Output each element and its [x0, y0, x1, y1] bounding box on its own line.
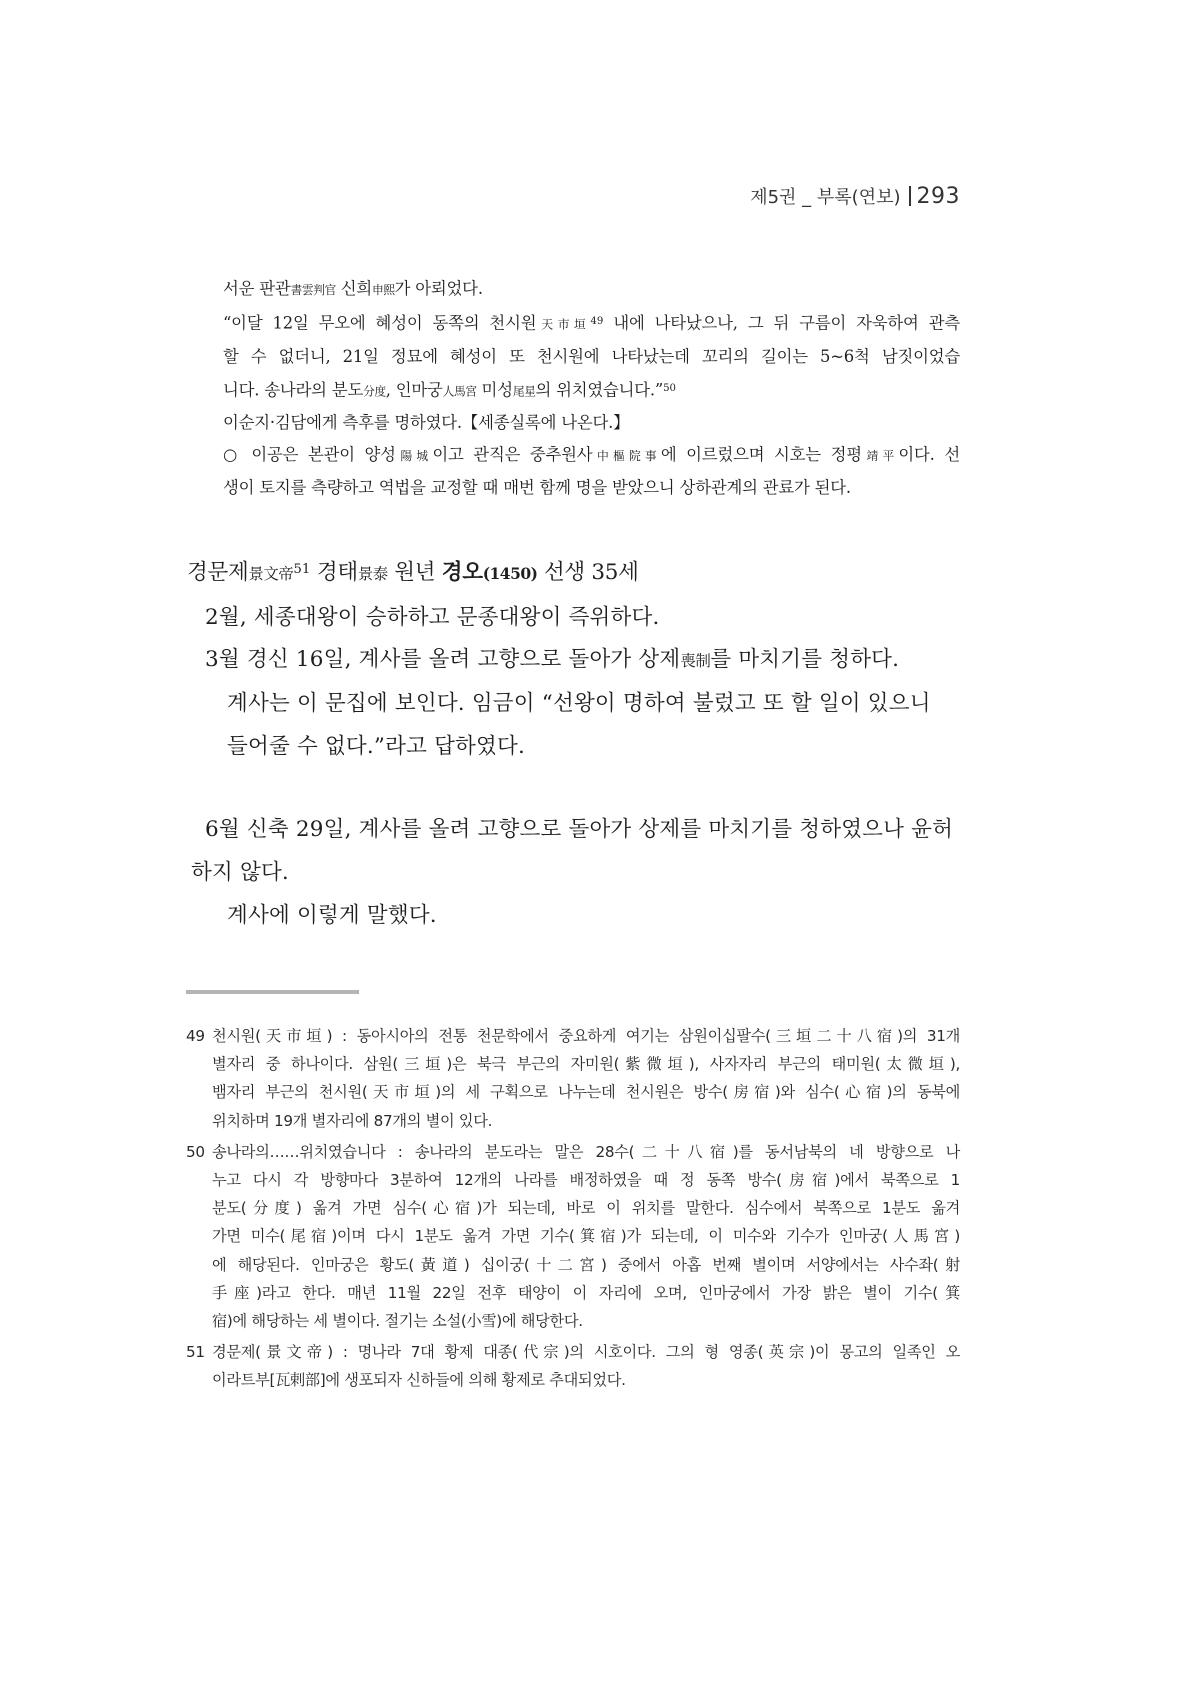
quote-line-3: 할 수 없더니, 21일 정묘에 혜성이 또 천시원에 나타났는데 꼬리의 길이는 5~6척 남짓이었습 [223, 346, 960, 366]
hanja-gloss: 分度 [363, 384, 386, 399]
footnote-line: 송나라의……위치였습니다 : 송나라의 분도라는 말은 28수(二十八宿)를 동서남북의 네 방향으로 나 [212, 1142, 960, 1161]
text-segment: ○ 이공은 본관이 양성 [223, 445, 396, 465]
hanja-gloss: 景文帝 [248, 565, 294, 583]
entry-line-3: 계사는 이 문집에 보인다. 임금이 “선왕이 명하여 불렀고 또 할 일이 있으니 [227, 691, 931, 716]
footnote-49 [186, 1022, 960, 1135]
text-segment: 의 위치였습니다.” [535, 380, 664, 400]
text-segment: 를 마치기를 청하다. [710, 647, 900, 672]
text-segment: , 인마궁 [385, 380, 443, 400]
running-header [0, 183, 960, 209]
footnote-line: 가면 미수(尾宿)이며 다시 1분도 옮겨 가면 기수(箕宿)가 되는데, 이 미수와 기수가 인마궁(人馬宮) [212, 1227, 960, 1246]
text-segment: 서운 판관 [223, 279, 291, 298]
quoted-record [223, 273, 960, 504]
text-segment: 에 이르렀으며 시호는 정평 [660, 445, 862, 465]
year-number: (1450) [482, 564, 538, 583]
text-segment: 3월 경신 16일, 계사를 올려 고향으로 돌아가 상제 [205, 647, 681, 672]
quote-line-5: 이순지·김담에게 측후를 명하였다.【세종실록에 나온다.】 [223, 413, 630, 433]
footnote-divider [186, 990, 359, 994]
hanja-gloss: 書雲判官 [290, 283, 336, 297]
footnote-line: 천시원(天市垣) : 동아시아의 전통 천문학에서 중요하게 여기는 삼원이십팔수(三垣二十八宿)의 31개 [212, 1027, 960, 1045]
quote-line-4 [223, 373, 960, 408]
footnote-line: 누고 다시 각 방향마다 3분하여 12개의 나라를 배정하였을 때 정 동쪽 방수(房宿)에서 북쪽으로 1 [212, 1171, 960, 1190]
footnote-number: 51 [186, 1343, 205, 1362]
footnote-line: 手座)라고 한다. 매년 11월 22일 전후 태양이 이 자리에 오며, 인마궁에서 가장 밝은 별이 기수(箕 [212, 1283, 960, 1302]
hanja-gloss: 人馬宮 [442, 384, 477, 399]
entry-line-1: 2월, 세종대왕이 승하하고 문종대왕이 즉위하다. [205, 605, 660, 630]
footnote-line: 분도(分度) 옮겨 가면 심수(心宿)가 되는데, 바로 이 위치를 말한다. 심수에서 북쪽으로 1분도 옮겨 [212, 1199, 960, 1218]
header-divider [909, 186, 911, 206]
text-segment: 가 아뢰었다. [394, 279, 483, 298]
entry-line-6: 하지 않다. [191, 860, 289, 885]
footnotes [186, 1022, 960, 1398]
entry-line-2 [205, 642, 965, 673]
footnote-51 [186, 1338, 960, 1394]
hanja-gloss: 景泰 [357, 565, 388, 583]
quote-line-1 [223, 273, 960, 306]
year-heading [187, 555, 967, 586]
hanja-gloss: 喪制 [680, 652, 711, 670]
text-segment: 이다. 선 [898, 445, 960, 465]
text-segment: 경문제 [187, 560, 249, 585]
footnote-line: 뱀자리 부근의 천시원(天市垣)의 세 구획으로 나누는데 천시원은 방수(房宿)와 심수(心宿)의 동북에 [212, 1083, 960, 1102]
footnote-50 [186, 1138, 960, 1335]
hanja-gloss: 尾星 [512, 384, 536, 399]
footnote-line: 별자리 중 하나이다. 삼원(三垣)은 북극 부근의 자미원(紫微垣), 사자자리 부근의 태미원(太微垣), [212, 1055, 960, 1074]
quote-line-6 [223, 439, 960, 472]
quote-line-2 [223, 306, 960, 341]
footnote-line: 위치하며 19개 별자리에 87개의 별이 있다. [212, 1111, 493, 1130]
footnote-number: 49 [186, 1027, 205, 1045]
entry-line-4: 들어줄 수 없다.”라고 답하였다. [227, 734, 525, 759]
quote-line-7: 생이 토지를 측량하고 역법을 교정할 때 매번 함께 명을 받았으니 상하관계의 관료가 된다. [223, 478, 851, 498]
hanja-gloss: 靖平 [861, 449, 899, 464]
year-ganji: 경오 [441, 560, 483, 585]
page-number: 293 [916, 184, 960, 209]
entry-line-7: 계사에 이렇게 말했다. [227, 903, 437, 928]
text-segment: 미성 [476, 380, 513, 400]
hanja-gloss: 中樞院事 [592, 449, 661, 464]
text-segment: “이달 12일 무오에 혜성이 동쪽의 천시원 [223, 313, 537, 333]
text-segment: 신희 [335, 279, 373, 298]
footnote-ref-51[interactable]: 51 [293, 562, 311, 578]
footnote-line: 宿)에 해당하는 세 별이다. 절기는 소설(小雪)에 해당한다. [212, 1312, 583, 1331]
text-segment: 내에 나타났으나, 그 뒤 구름이 자욱하여 관측 [603, 313, 960, 333]
footnote-line: 에 해당된다. 인마궁은 황도(黃道) 십이궁(十二宮) 중에서 아홉 번째 별이며 서양에서는 사수좌(射 [212, 1255, 960, 1274]
footnote-line: 이라트부[瓦剌部]에 생포되자 신하들에 의해 황제로 추대되었다. [212, 1371, 626, 1390]
footnote-line: 경문제(景文帝) : 명나라 7대 황제 대종(代宗)의 시호이다. 그의 형 영종(英宗)이 몽고의 일족인 오 [212, 1343, 960, 1362]
footnote-ref-49[interactable]: 49 [590, 316, 604, 327]
hanja-gloss: 陽城 [395, 449, 433, 464]
hanja-gloss: 申熙 [372, 283, 395, 297]
footnote-ref-50[interactable]: 50 [663, 382, 677, 394]
footnote-number: 50 [186, 1142, 205, 1161]
text-segment: 니다. 송나라의 분도 [223, 380, 364, 400]
hanja-gloss: 天市垣 [536, 317, 591, 332]
entry-line-5: 6월 신축 29일, 계사를 올려 고향으로 돌아가 상제를 마치기를 청하였으나 윤허 [205, 817, 954, 842]
text-segment: 원년 [387, 560, 442, 585]
text-segment: 경태 [310, 560, 358, 585]
header-title: 제5권 _ 부록(연보) [750, 187, 901, 208]
text-segment: 이고 관직은 중추원사 [432, 445, 593, 465]
text-segment: 선생 35세 [537, 560, 639, 585]
